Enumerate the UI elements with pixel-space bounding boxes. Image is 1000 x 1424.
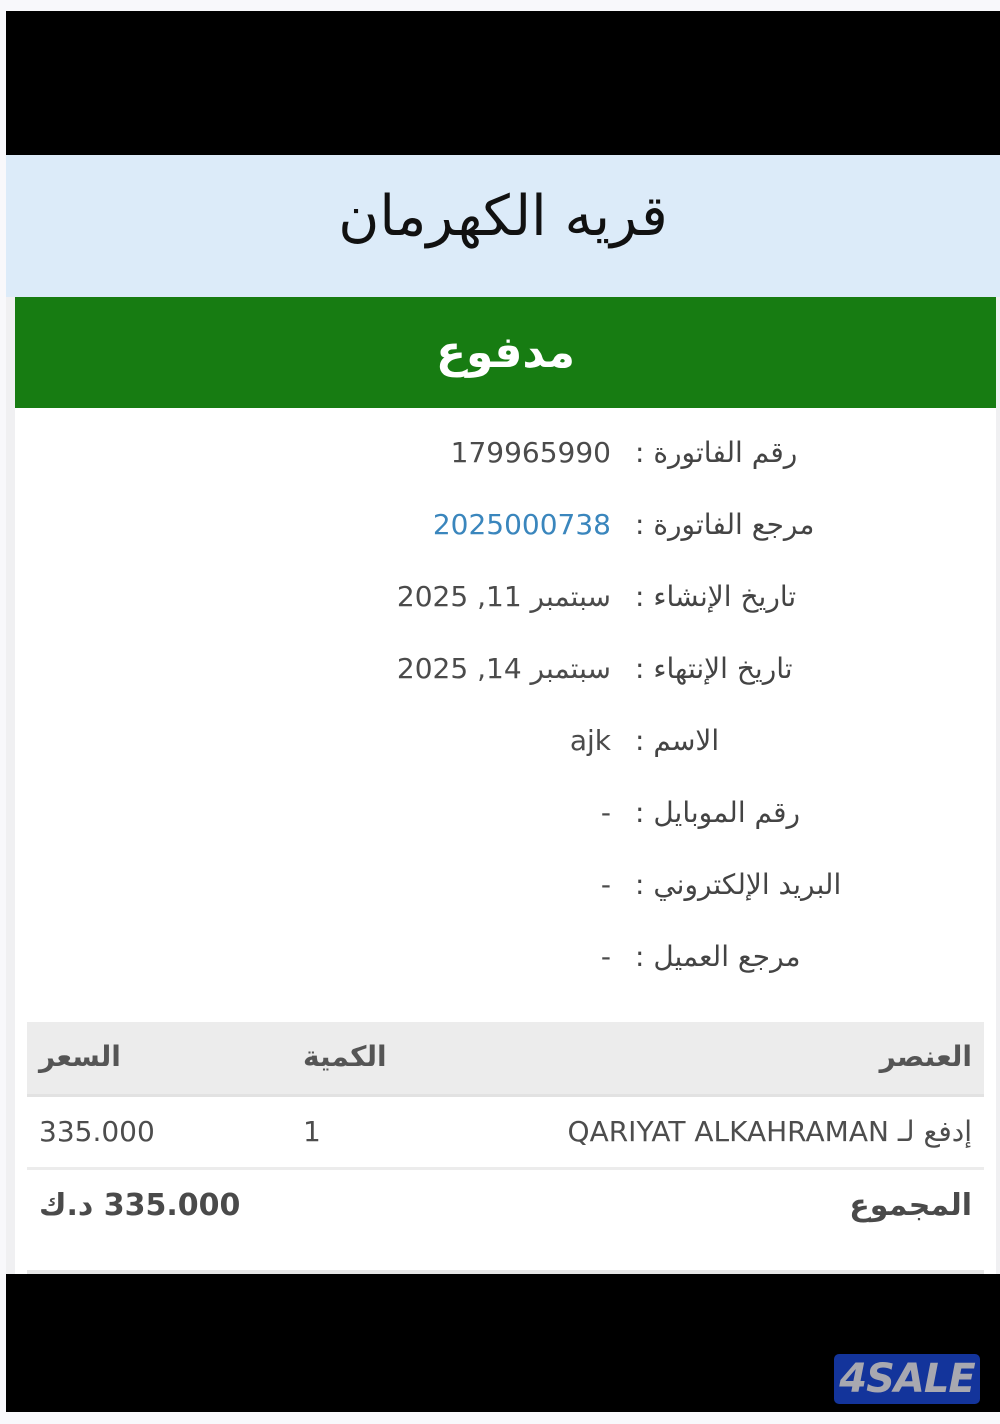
detail-label: تاريخ الإنشاء : bbox=[635, 580, 797, 613]
detail-creation-date bbox=[15, 580, 996, 630]
detail-value: - bbox=[600, 796, 611, 829]
total-value: 335.000 د.ك bbox=[39, 1188, 241, 1223]
cell-item: إدفع لـ QARIYAT ALKAHRAMAN bbox=[567, 1115, 972, 1148]
status-badge: مدفوع bbox=[435, 327, 576, 378]
invoice-card bbox=[15, 297, 996, 1274]
table-total-row bbox=[27, 1170, 984, 1274]
detail-value: 179965990 bbox=[450, 436, 611, 469]
column-header-item: العنصر bbox=[879, 1040, 972, 1073]
detail-expiry-date bbox=[15, 652, 996, 702]
status-banner bbox=[15, 297, 996, 408]
column-header-price: السعر bbox=[39, 1040, 121, 1073]
detail-label: البريد الإلكتروني : bbox=[635, 868, 842, 901]
detail-email bbox=[15, 868, 996, 918]
detail-label: مرجع العميل : bbox=[635, 940, 801, 973]
table-header bbox=[27, 1022, 984, 1097]
detail-invoice-reference bbox=[15, 508, 996, 558]
detail-label: تاريخ الإنتهاء : bbox=[635, 652, 793, 685]
4sale-watermark-logo bbox=[834, 1354, 980, 1404]
detail-value: - bbox=[600, 868, 611, 901]
detail-value: - bbox=[600, 940, 611, 973]
detail-mobile bbox=[15, 796, 996, 846]
total-label: المجموع bbox=[849, 1188, 972, 1223]
detail-invoice-number bbox=[15, 436, 996, 486]
detail-customer-reference bbox=[15, 940, 996, 990]
cell-price: 335.000 bbox=[39, 1115, 155, 1148]
detail-label: رقم الموبايل : bbox=[635, 796, 801, 829]
merchant-header bbox=[6, 155, 1000, 297]
merchant-name: قريه الكهرمان bbox=[338, 183, 668, 249]
detail-name bbox=[15, 724, 996, 774]
invoice-page bbox=[6, 155, 1000, 1274]
detail-label: رقم الفاتورة : bbox=[635, 436, 798, 469]
top-black-bar bbox=[6, 11, 1000, 155]
cell-quantity: 1 bbox=[303, 1115, 321, 1148]
detail-value: ajk bbox=[569, 724, 611, 757]
invoice-reference-link[interactable]: 2025000738 bbox=[432, 508, 611, 541]
detail-label: الاسم : bbox=[635, 724, 720, 757]
detail-value: سبتمبر 11, 2025 bbox=[396, 580, 611, 613]
detail-label: مرجع الفاتورة : bbox=[635, 508, 815, 541]
table-row bbox=[27, 1097, 984, 1170]
column-header-quantity: الكمية bbox=[303, 1040, 387, 1073]
detail-value: سبتمبر 14, 2025 bbox=[396, 652, 611, 685]
watermark-text: 4SALE bbox=[839, 1356, 975, 1402]
